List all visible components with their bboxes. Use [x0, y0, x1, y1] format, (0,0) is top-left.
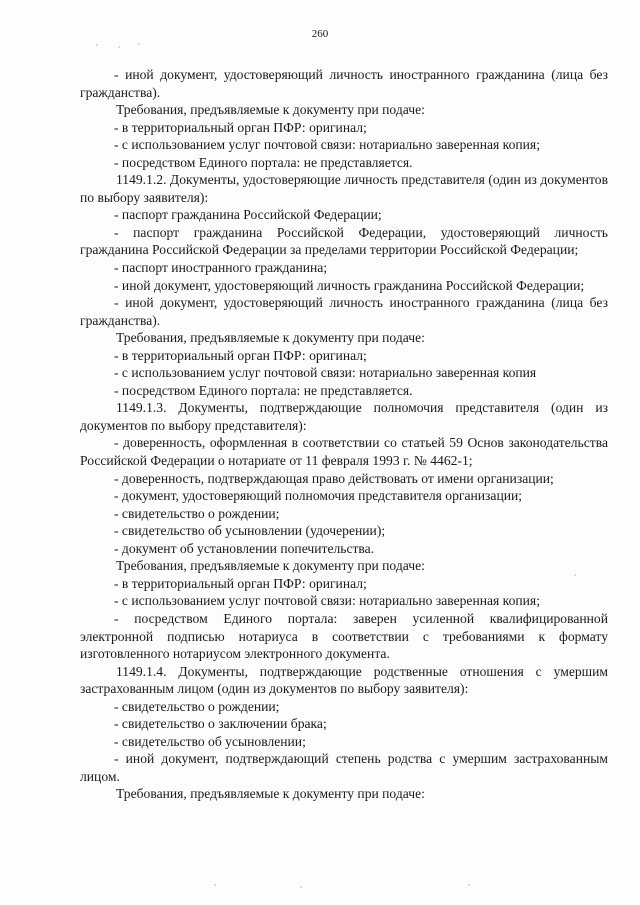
list-item: - паспорт гражданина Российской Федерации;: [114, 207, 382, 223]
document-body: [80, 66, 608, 803]
list-item: - с использованием услуг почтовой связи: нотариально заверенная копия: [114, 365, 537, 381]
scan-artifact: [96, 44, 98, 46]
list-item: - в территориальный орган ПФР: оригинал;: [114, 575, 367, 591]
paragraph: 1149.1.3. Документы, подтверждающие полномочия представителя (один из документов по выбору представителя):: [80, 400, 608, 433]
list-item: - в территориальный орган ПФР: оригинал;: [114, 119, 367, 135]
list-item: - документ, удостоверяющий полномочия представителя организации;: [114, 488, 523, 504]
scan-artifact: [300, 886, 302, 888]
list-item: - иной документ, удостоверяющий личность гражданина Российской Федерации;: [114, 277, 585, 293]
list-item: - доверенность, подтверждающая право действовать от имени организации;: [114, 470, 554, 486]
list-item: - посредством Единого портала: заверен усиленной квалифицированной электронной подписью нотариуса в соответствии с требованиями к формату изготовленного нотариусом электронного документа.: [80, 610, 608, 662]
page-number: 260: [311, 28, 329, 40]
paragraph: Требования, предъявляемые к документу при подаче:: [116, 330, 425, 346]
paragraph: Требования, предъявляемые к документу при подаче:: [116, 558, 425, 574]
list-item: - свидетельство о заключении брака;: [114, 716, 327, 732]
list-item: - свидетельство об усыновлении (удочерении);: [114, 523, 386, 539]
paragraph: Требования, предъявляемые к документу при подаче:: [116, 786, 425, 802]
list-item: - свидетельство о рождении;: [114, 505, 280, 521]
paragraph: Требования, предъявляемые к документу при подаче:: [116, 102, 425, 118]
scan-artifact: [468, 884, 470, 886]
scan-artifact: [118, 46, 120, 48]
scan-artifact: [138, 43, 140, 45]
list-item: - с использованием услуг почтовой связи: нотариально заверенная копия;: [114, 593, 540, 609]
list-item: - иной документ, подтверждающий степень родства с умершим застрахованным лицом.: [80, 751, 608, 784]
list-item: - посредством Единого портала: не представляется.: [114, 382, 413, 398]
scan-artifact: [574, 574, 576, 576]
list-item: - документ об установлении попечительства.: [114, 540, 375, 556]
list-item: - иной документ, удостоверяющий личность иностранного гражданина (лица без гражданства).: [80, 67, 608, 100]
list-item: - паспорт гражданина Российской Федерации, удостоверяющий личность гражданина Российской Федерации за пределами территории Российской Федерации;: [80, 224, 608, 258]
scan-artifact: [214, 884, 216, 886]
list-item: - свидетельство об усыновлении;: [114, 733, 306, 749]
paragraph: 1149.1.2. Документы, удостоверяющие личность представителя (один из документов по выбору заявителя):: [80, 172, 608, 205]
list-item: - паспорт иностранного гражданина;: [114, 260, 328, 276]
list-item: - доверенность, оформленная в соответствии со статьей 59 Основ законодательства Российской Федерации о нотариате от 11 февраля 1993 г. № 4462-1;: [80, 435, 608, 469]
list-item: - свидетельство о рождении;: [114, 698, 280, 714]
list-item: - с использованием услуг почтовой связи: нотариально заверенная копия;: [114, 137, 540, 153]
paragraph: 1149.1.4. Документы, подтверждающие родственные отношения с умершим застрахованным лицом (один из документов по выбору заявителя):: [80, 663, 608, 697]
list-item: - в территориальный орган ПФР: оригинал;: [114, 347, 367, 363]
list-item: - посредством Единого портала: не представляется.: [114, 154, 413, 170]
list-item: - иной документ, удостоверяющий личность иностранного гражданина (лица без гражданства).: [80, 295, 608, 328]
